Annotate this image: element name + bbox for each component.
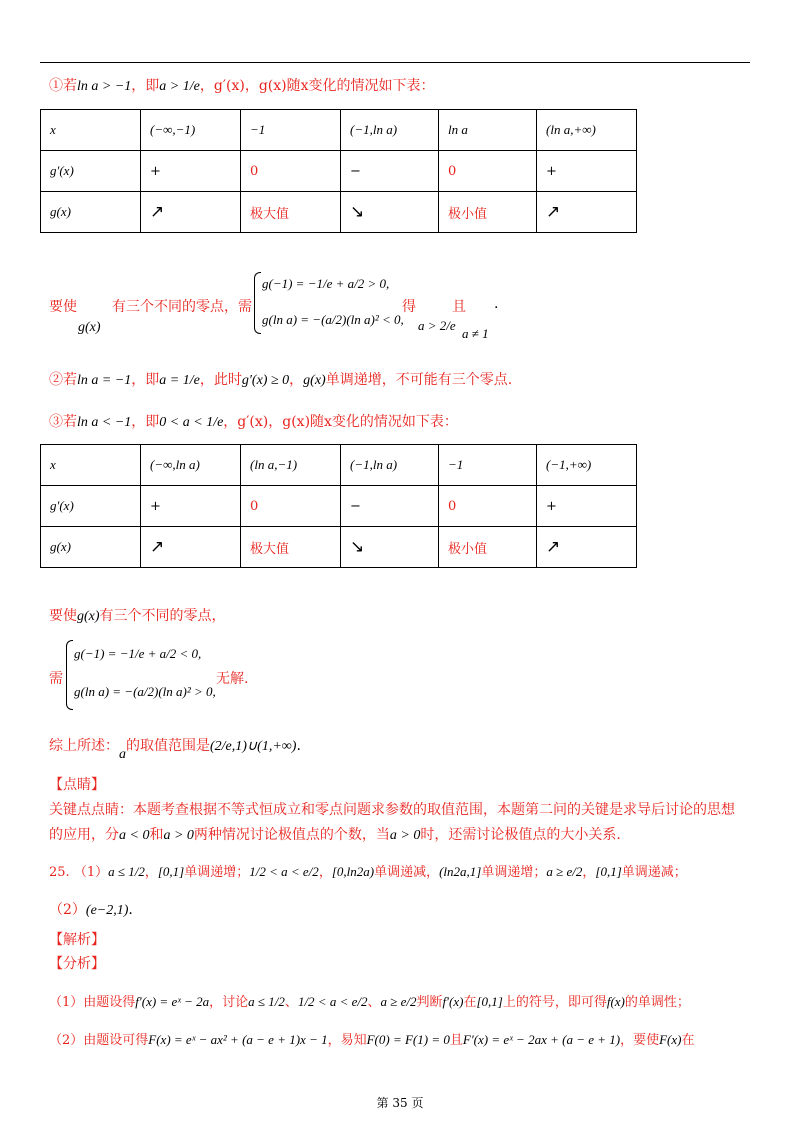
an2-m4: F(x): [659, 1032, 682, 1047]
q25-i3: (ln2a,1]: [439, 864, 482, 879]
table1-cell: −: [341, 151, 439, 192]
summary-range: (2/e,1)∪(1,+∞): [210, 739, 297, 754]
q25-ans2: (e−2,1): [85, 903, 129, 918]
summary-line: [49, 736, 301, 762]
q25-p2: （2）: [49, 902, 86, 918]
q25-line2: [49, 900, 133, 921]
cond1-end: .: [494, 296, 499, 312]
q25-s3: ，: [582, 865, 596, 880]
table1-row: [41, 110, 637, 151]
case2-cond2: a = 1/e: [159, 373, 200, 388]
table2-cell: 极大值: [241, 527, 341, 568]
case2-gx: g(x): [303, 373, 326, 388]
case1-cond2: a > 1/e: [159, 79, 200, 94]
jiexi-head: 【解析】: [49, 932, 105, 948]
an1-m2: a ≤ 1/2: [248, 994, 285, 1009]
table1-cell: 极小值: [439, 192, 537, 233]
table1-cell: −1: [241, 110, 341, 151]
q25-c2: 1/2 < a < e/2: [249, 864, 319, 879]
table1-cell: x: [41, 110, 141, 151]
comment-p2d: 时，还需讨论极值点的大小关系.: [420, 827, 621, 843]
table1-cell: (−1,ln a): [341, 110, 439, 151]
comment-m3: a > 0: [389, 828, 421, 843]
case3-line: [49, 412, 458, 433]
table1-cell: g(x): [41, 192, 141, 233]
an1-h: 的单调性；: [624, 995, 690, 1010]
table1-cell: g′(x): [41, 151, 141, 192]
table2-cell: (ln a,−1): [241, 445, 341, 486]
an2-e: 在: [681, 1033, 695, 1048]
table1-cell: ↗: [141, 192, 241, 233]
q25-t1: 单调递增；: [184, 865, 250, 880]
comment-head: 【点睛】: [49, 777, 105, 793]
page-footer: 第 35 页: [376, 1096, 424, 1110]
cond1-and: 且: [452, 299, 466, 315]
summary-text2: 的取值范围是: [126, 738, 210, 754]
table2-cell: −: [341, 486, 439, 527]
an1-m5: f′(x): [442, 994, 464, 1009]
cond2-line1: [49, 606, 226, 627]
case2-cond3: g′(x) ≥ 0: [241, 373, 290, 388]
case2-c: ，此时: [199, 372, 242, 388]
table2-cell: +: [537, 486, 637, 527]
header-rule: [40, 62, 750, 63]
comment-p2a: 的应用，分: [49, 827, 119, 843]
cond2-gx: g(x): [77, 609, 100, 624]
table2-row: [41, 486, 637, 527]
table1-cell: 0: [241, 151, 341, 192]
an1-b: ，讨论: [209, 995, 249, 1010]
table2-cell: (−1,ln a): [341, 445, 439, 486]
cond1-mid: 有三个不同的零点，需: [112, 299, 252, 315]
table1-cell: +: [141, 151, 241, 192]
table1-cell: ↘: [341, 192, 439, 233]
q25-i4: [0,1]: [595, 864, 622, 879]
summary-end: .: [296, 738, 301, 754]
table2-cell: ↗: [141, 527, 241, 568]
q25-t4: 单调递减；: [621, 865, 687, 880]
an2-a: （2）由题设可得: [49, 1033, 149, 1048]
cond1-res2: a ≠ 1: [462, 326, 489, 341]
q25-i1: [0,1]: [157, 864, 185, 879]
comment-p1: 关键点点睛：本题考查根据不等式恒成立和零点问题求参数的取值范围，本题第二问的关键是求导后讨论的思想: [49, 802, 735, 818]
table2-cell: 极小值: [439, 527, 537, 568]
table1-cell: (−∞,−1): [141, 110, 241, 151]
table2-cell: 0: [241, 486, 341, 527]
comment-m1: a < 0: [119, 828, 150, 843]
table1: [40, 109, 637, 233]
case1-cond: ln a > −1: [77, 79, 132, 94]
analysis2-line: [49, 1030, 695, 1051]
case3-cond: ln a < −1: [77, 415, 132, 430]
table1-row: [41, 151, 637, 192]
table2-cell: −1: [439, 445, 537, 486]
an1-e: 判断: [416, 995, 443, 1010]
an1-m6: [0,1]: [476, 994, 503, 1009]
case3-mid: ，即: [131, 414, 160, 430]
q25-c1: a ≤ 1/2: [108, 864, 145, 879]
table2-cell: 0: [439, 486, 537, 527]
table2-cell: g(x): [41, 527, 141, 568]
table2-cell: +: [141, 486, 241, 527]
q25-p1: （1）: [73, 865, 109, 880]
summary-text: 综上所述：: [49, 738, 119, 754]
case3-tail: ，g′(x)，g(x)随x变化的情况如下表：: [223, 414, 458, 430]
table1-row: [41, 192, 637, 233]
case1-tail: ，g′(x)，g(x)随x变化的情况如下表：: [199, 78, 435, 94]
comment-m2: a > 0: [163, 828, 194, 843]
an2-m1: F(x) = eˣ − ax² + (a − e + 1)x − 1: [148, 1032, 328, 1047]
an1-f: 在: [463, 995, 477, 1010]
cond1-eq2: g(ln a) = −(a/2)(ln a)² < 0,: [262, 312, 404, 327]
q25-line1: [49, 862, 687, 883]
analysis1-line: [49, 992, 690, 1013]
cond2-mid: 有三个不同的零点，: [99, 608, 226, 624]
cond2-brace: [66, 640, 73, 710]
an1-a: （1）由题设得: [49, 995, 136, 1010]
case3-prefix: ③若: [49, 414, 77, 430]
an2-d: ，要使: [620, 1033, 660, 1048]
table1-cell: 极大值: [241, 192, 341, 233]
table1-cell: +: [537, 151, 637, 192]
cond2-need: 需: [49, 671, 63, 687]
table2-cell: (−∞,ln a): [141, 445, 241, 486]
an1-m4: a ≥ e/2: [380, 994, 417, 1009]
fenxi-head: 【分析】: [49, 956, 105, 972]
comment-p2b: 和: [149, 827, 164, 843]
q25-i2: [0,ln2a): [331, 864, 375, 879]
case2-b: ，即: [131, 372, 160, 388]
table2: [40, 444, 637, 568]
table2-row: [41, 527, 637, 568]
q25-s1: ，: [144, 865, 158, 880]
case2-d: ，: [289, 372, 304, 388]
summary-var: a: [119, 747, 126, 762]
an1-m3: 1/2 < a < e/2: [297, 994, 368, 1009]
table1-cell: ↗: [537, 192, 637, 233]
table2-cell: ↗: [537, 527, 637, 568]
case2-e: 单调递增，不可能有三个零点.: [325, 372, 513, 388]
cond1-res1: a > 2/e: [418, 318, 456, 333]
an1-g: 上的符号，即可得: [502, 995, 607, 1010]
q25-end2: .: [128, 902, 133, 918]
an2-m3: F′(x) = eˣ − 2ax + (a − e + 1): [462, 1032, 621, 1047]
an2-b: ，易知: [327, 1033, 367, 1048]
table2-cell: ↘: [341, 527, 439, 568]
cond1-lead: 要使: [49, 299, 77, 315]
cond1-eq1: g(−1) = −1/e + a/2 > 0,: [262, 276, 390, 291]
case2-line: [49, 370, 512, 391]
an1-m7: f(x): [606, 994, 625, 1009]
table2-cell: x: [41, 445, 141, 486]
cond2-nosol: 无解.: [216, 671, 249, 687]
an2-c: 且: [449, 1033, 463, 1048]
comment-p2: [49, 825, 621, 846]
q25-num: 25.: [49, 865, 70, 880]
cond1-brace: [254, 272, 261, 334]
q25-s2: ，: [318, 865, 332, 880]
table2-cell: g′(x): [41, 486, 141, 527]
cond2-eq1: g(−1) = −1/e + a/2 < 0,: [74, 646, 202, 661]
cond1-gx: g(x): [78, 320, 101, 335]
case2-a: ②若: [49, 372, 77, 388]
case1-prefix: ①若: [49, 78, 77, 94]
case1-line: [49, 76, 435, 97]
table2-cell: (−1,+∞): [537, 445, 637, 486]
case1-mid: ，即: [131, 78, 160, 94]
q25-t2: 单调递减，: [374, 865, 440, 880]
an2-m2: F(0) = F(1) = 0: [366, 1032, 450, 1047]
case3-cond2: 0 < a < 1/e: [159, 415, 224, 430]
table1-cell: ln a: [439, 110, 537, 151]
table2-row: [41, 445, 637, 486]
case2-cond: ln a = −1: [77, 373, 132, 388]
an1-d: 、: [367, 995, 381, 1010]
an1-m1: f′(x) = eˣ − 2a: [135, 994, 210, 1009]
q25-t3: 单调递增；: [481, 865, 547, 880]
cond2-lead: 要使: [49, 608, 77, 624]
q25-c3: a ≥ e/2: [546, 864, 583, 879]
table1-cell: 0: [439, 151, 537, 192]
cond2-eq2: g(ln a) = −(a/2)(ln a)² > 0,: [74, 684, 216, 699]
cond1-get: 得: [402, 299, 416, 315]
an1-c: 、: [284, 995, 298, 1010]
comment-p2c: 两种情况讨论极值点的个数，当: [193, 827, 390, 843]
table1-cell: (ln a,+∞): [537, 110, 637, 151]
